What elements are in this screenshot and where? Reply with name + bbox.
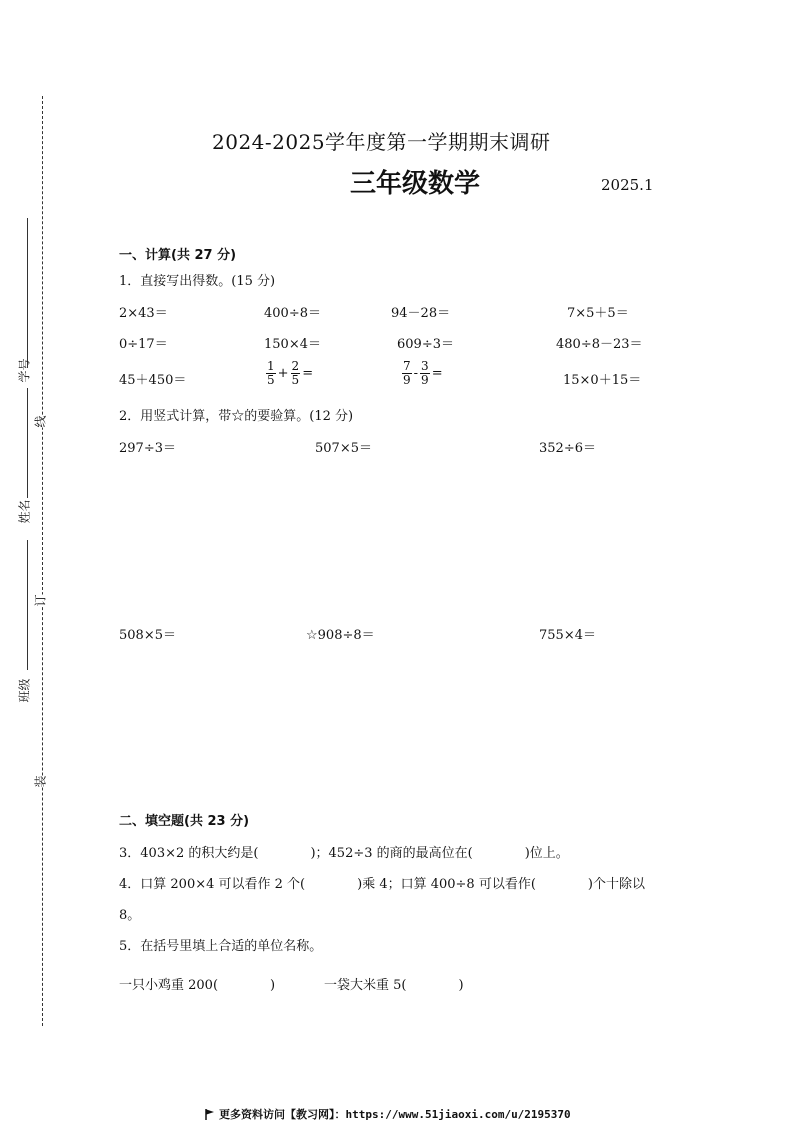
fraction-expression-2: $\frac{7}{9}$ - $\frac{3}{9}$ =: [403, 359, 443, 387]
name-label: 姓名: [17, 499, 32, 524]
q1-item: 2×43＝: [119, 306, 168, 321]
q1-item: 609÷3＝: [397, 337, 454, 352]
footer-link[interactable]: 更多资料访问【教习网】：https://www.51jiaoxi.com/u/2195370: [219, 1108, 571, 1121]
q4-text-line1: 4．口算 200×4 可以看作 2 个( )乘 4；口算 400÷8 可以看作( )个十除以: [119, 877, 645, 892]
binding-dashed-line: [42, 96, 43, 1026]
q2-item: 352÷6＝: [539, 441, 596, 456]
binding-line-char: 线: [33, 415, 48, 428]
q1-item: 45＋450＝: [119, 373, 187, 388]
exam-date: 2025.1: [601, 176, 654, 194]
class-underline: [27, 540, 28, 670]
q2-instruction: 2．用竖式计算，带☆的要验算。(12 分): [119, 409, 354, 424]
binding-zhuang-char: 装: [33, 775, 48, 788]
name-underline: [27, 388, 28, 498]
student-no-label: 学号: [17, 358, 32, 383]
q4-text-line2: 8。: [119, 908, 141, 923]
footer: [205, 1106, 571, 1122]
fraction-expression-1: $\frac{1}{5}$ + $\frac{2}{5}$ =: [267, 359, 314, 387]
q5-item-rice: 一袋大米重 5( ): [324, 978, 464, 993]
q1-item: 7×5＋5＝: [567, 306, 629, 321]
q1-item: 15×0＋15＝: [563, 373, 642, 388]
q5-item-chick: 一只小鸡重 200( ): [119, 978, 276, 993]
q1-item: 0÷17＝: [119, 337, 168, 352]
class-label: 班级: [17, 678, 32, 703]
q1-item: 150×4＝: [264, 337, 321, 352]
flag-icon: [205, 1109, 215, 1120]
q2-item: 508×5＝: [119, 628, 176, 643]
q1-item: 480÷8－23＝: [556, 337, 643, 352]
q2-item: 507×5＝: [315, 441, 372, 456]
q1-instruction: 1．直接写出得数。(15 分): [119, 274, 276, 289]
q2-item: ☆908÷8＝: [306, 628, 375, 643]
section2-heading: 二、填空题(共 23 分): [119, 814, 250, 829]
q2-item: 755×4＝: [539, 628, 596, 643]
binding-ding-char: 订: [33, 594, 48, 607]
q2-item: 297÷3＝: [119, 441, 176, 456]
q1-item: 400÷8＝: [264, 306, 321, 321]
q5-text: 5．在括号里填上合适的单位名称。: [119, 939, 323, 954]
q1-item: 94－28＝: [391, 306, 451, 321]
exam-title: 2024-2025学年度第一学期期末调研: [212, 130, 551, 154]
section1-heading: 一、计算(共 27 分): [119, 248, 237, 263]
student-no-underline: [27, 218, 28, 368]
q3-text: 3．403×2 的积大约是( )；452÷3 的商的最高位在( )位上。: [119, 846, 569, 861]
exam-subject: 三年级数学: [350, 169, 481, 199]
